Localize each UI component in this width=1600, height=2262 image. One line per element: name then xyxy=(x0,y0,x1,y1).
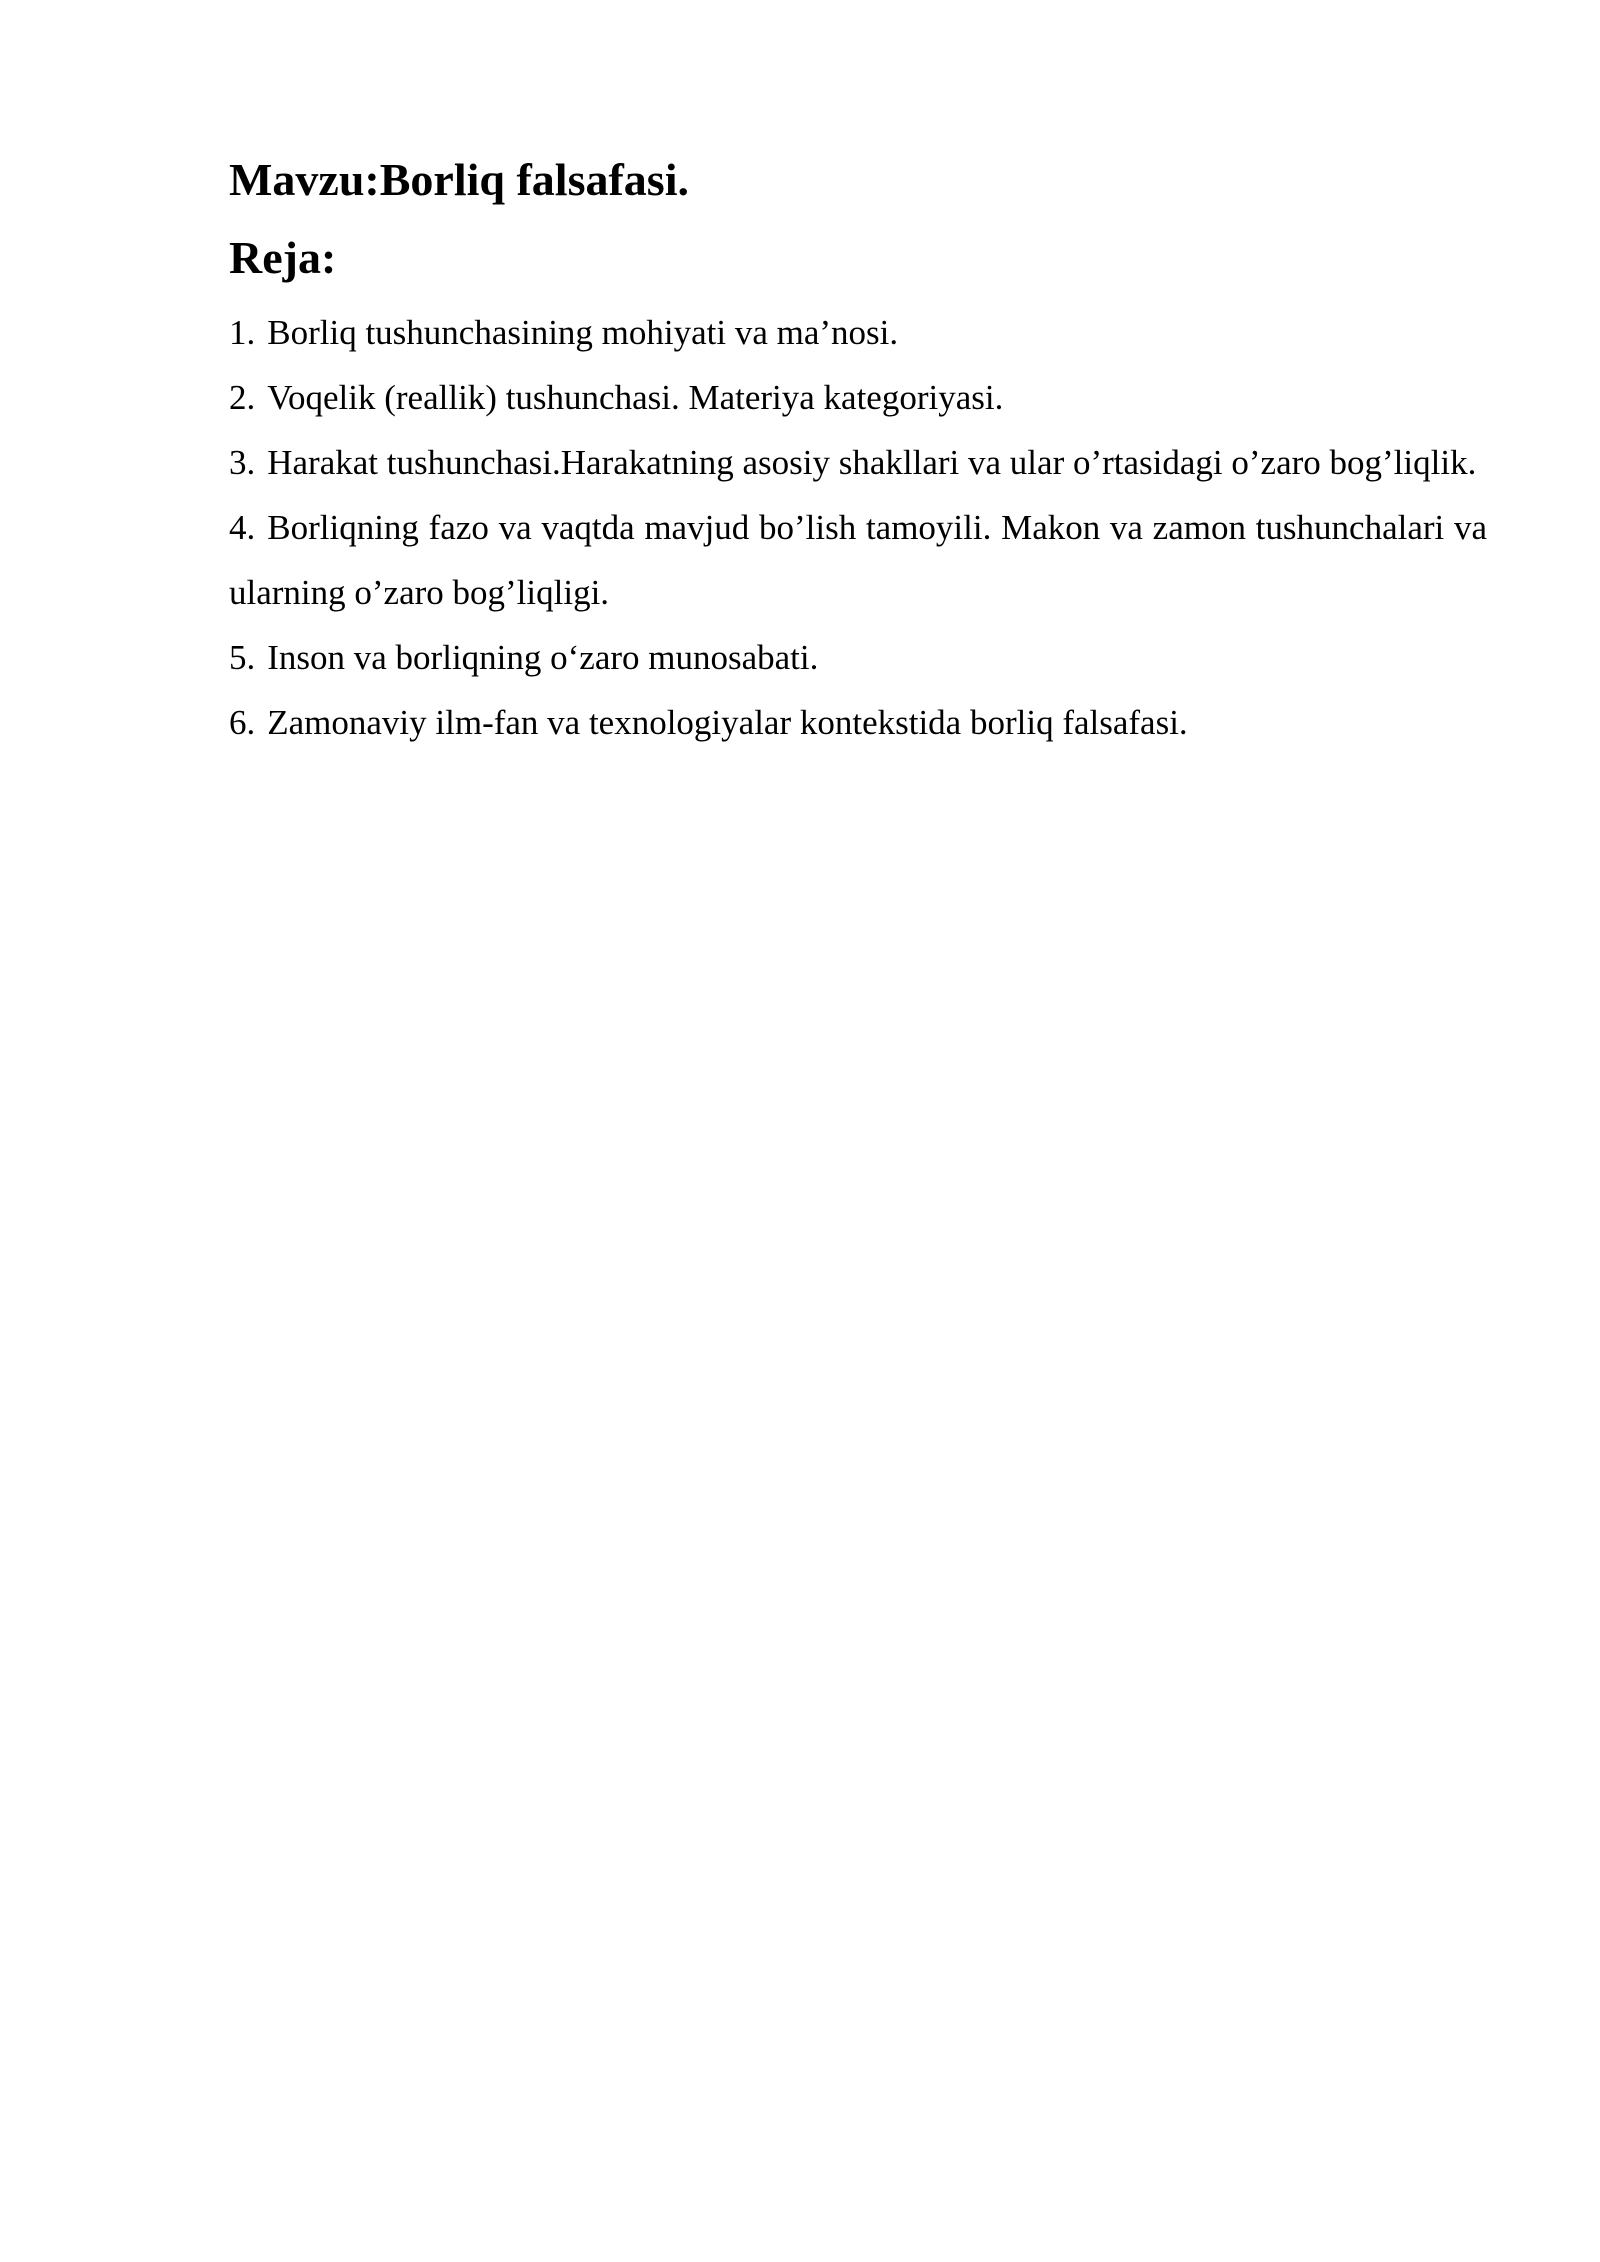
plan-item-number: 3. xyxy=(229,443,256,482)
plan-item-text: Inson va borliqning o‘zaro munosabati. xyxy=(267,638,819,677)
plan-item-text: Zamonaviy ilm-fan va texnologiyalar kontekstida borliq falsafasi. xyxy=(267,703,1188,742)
plan-item xyxy=(229,365,1487,430)
plan-item-text: Borliq tushunchasining mohiyati va ma’nosi. xyxy=(267,313,899,352)
plan-item-number: 6. xyxy=(229,703,256,742)
plan-item-number: 2. xyxy=(229,378,256,417)
plan-item-number: 4. xyxy=(229,508,256,547)
plan-item xyxy=(229,625,1487,690)
plan-item-text: Borliqning fazo va vaqtda mavjud bo’lish tamoyili. Makon va zamon tushunchalari va ularning o’zaro bog’liqligi. xyxy=(229,508,1487,612)
plan-item-text: Harakat tushunchasi.Harakatning asosiy shakllari va ular o’rtasidagi o’zaro bog’liqlik. xyxy=(267,443,1477,482)
plan-heading: Reja: xyxy=(229,232,337,283)
document-title: Mavzu:Borliq falsafasi. xyxy=(229,154,689,205)
plan-list xyxy=(229,300,1487,755)
document-page xyxy=(229,150,1487,755)
plan-item xyxy=(229,300,1487,365)
plan-item-number: 1. xyxy=(229,313,256,352)
plan-item xyxy=(229,430,1487,495)
plan-item xyxy=(229,495,1487,625)
plan-item-text: Voqelik (reallik) tushunchasi. Materiya kategoriyasi. xyxy=(267,378,1004,417)
plan-item xyxy=(229,690,1487,755)
plan-item-number: 5. xyxy=(229,638,256,677)
